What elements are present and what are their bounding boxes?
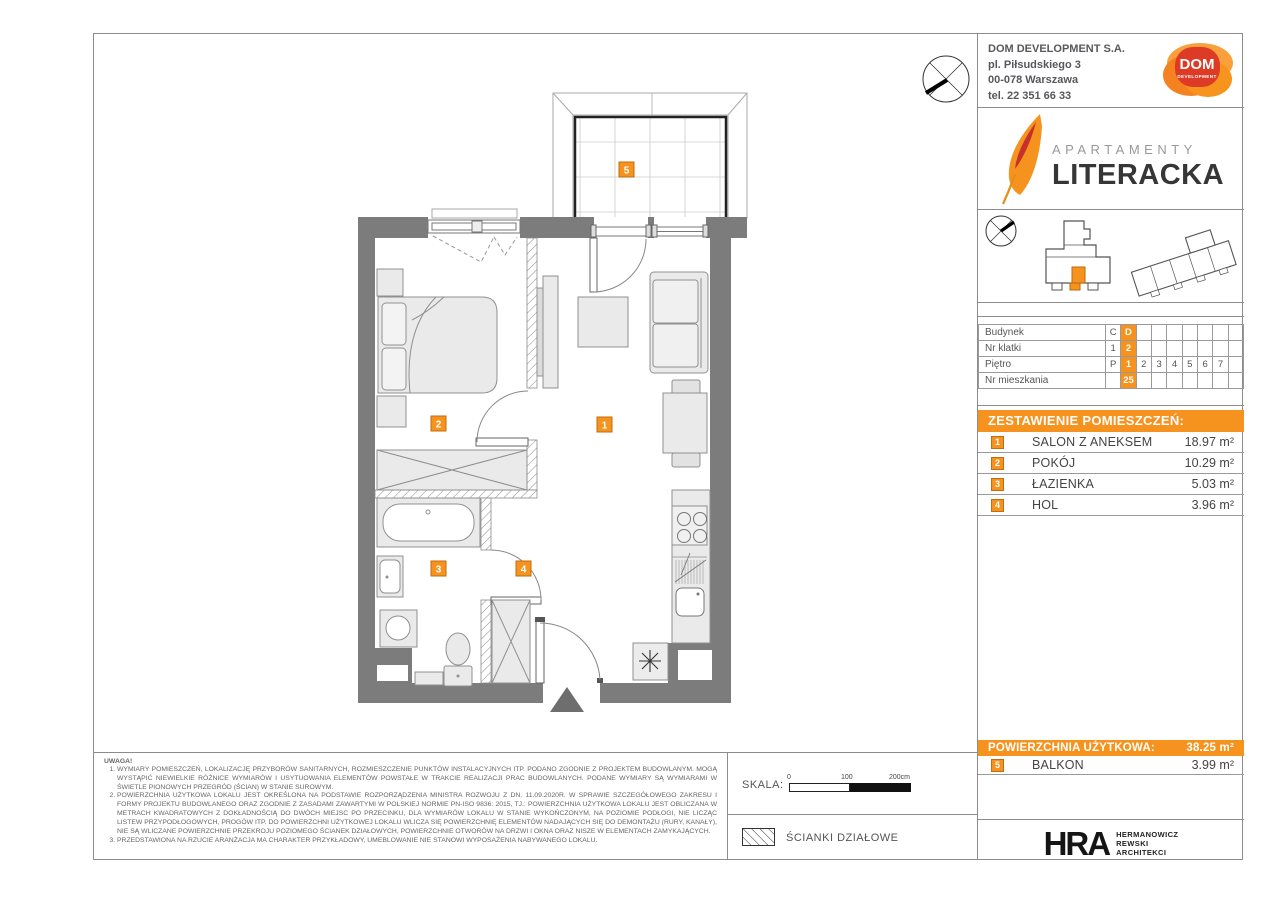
cell: 2 bbox=[1136, 357, 1151, 373]
title-block-panel bbox=[977, 33, 1244, 860]
building-siteplan-icon bbox=[1124, 226, 1242, 300]
room-label-5: 5 bbox=[623, 165, 630, 177]
project-brand bbox=[978, 108, 1244, 210]
entrance-door bbox=[535, 617, 603, 683]
panel-empty-box bbox=[978, 516, 1244, 740]
scale-label: SKALA: bbox=[742, 779, 784, 791]
brand-apartamenty: APARTAMENTY bbox=[1052, 142, 1197, 157]
row-label-pietro: Piętro bbox=[979, 357, 1106, 373]
location-table bbox=[978, 324, 1244, 396]
scale-tick: 200cm bbox=[889, 774, 911, 781]
room-number-badge: 5 bbox=[991, 759, 1004, 772]
cell-highlight: 2 bbox=[1121, 341, 1136, 357]
partition-legend-label: ŚCIANKI DZIAŁOWE bbox=[786, 832, 899, 844]
cell: C bbox=[1106, 325, 1121, 341]
panel-empty-box bbox=[978, 775, 1244, 820]
room-row-pokoj bbox=[978, 453, 1244, 474]
dom-development-logo bbox=[1160, 39, 1236, 101]
cell: P bbox=[1106, 357, 1121, 373]
north-arrow-icon bbox=[923, 56, 969, 102]
scale-row bbox=[728, 753, 977, 815]
row-label-budynek: Budynek bbox=[979, 325, 1106, 341]
dom-logo-subtext: DEVELOPMENT bbox=[1177, 74, 1217, 79]
usable-area-bar bbox=[978, 740, 1244, 756]
cell: 3 bbox=[1151, 357, 1166, 373]
rooms-header: ZESTAWIENIE POMIESZCZEŃ: bbox=[978, 410, 1244, 432]
cell-highlight: D bbox=[1121, 325, 1136, 341]
room-name: BALKON bbox=[1032, 758, 1084, 772]
architect-line: ARCHITEKCI bbox=[1116, 848, 1167, 857]
fridge-niche bbox=[678, 650, 712, 680]
scale-tick: 0 bbox=[787, 774, 791, 781]
room-name: HOL bbox=[1032, 498, 1059, 512]
partition-legend-row bbox=[728, 815, 977, 859]
location-diagrams bbox=[978, 210, 1244, 303]
room-name: SALON Z ANEKSEM bbox=[1032, 435, 1153, 449]
living-furniture bbox=[578, 272, 708, 467]
partition-hatch-icon bbox=[742, 828, 775, 846]
cell-highlight: 1 bbox=[1121, 357, 1136, 373]
room-area: 3.96 m² bbox=[1191, 498, 1234, 512]
developer-header bbox=[978, 33, 1244, 108]
table-row bbox=[979, 373, 1244, 389]
room-name: POKÓJ bbox=[1032, 456, 1076, 470]
notes-title: UWAGA! bbox=[104, 758, 133, 765]
cell: 6 bbox=[1197, 357, 1212, 373]
entrance-arrow-icon bbox=[550, 687, 584, 712]
scale-tick: 100 bbox=[841, 774, 853, 781]
panel-spacer bbox=[978, 303, 1244, 317]
brand-literacka: LITERACKA bbox=[1052, 159, 1225, 191]
room-area: 3.99 m² bbox=[1191, 758, 1234, 772]
room-area: 10.29 m² bbox=[1184, 456, 1234, 470]
developer-phone: tel. 22 351 66 33 bbox=[988, 89, 1072, 102]
room-number-badge: 2 bbox=[991, 457, 1004, 470]
note-item: 3. PRZEDSTAWIONA NA RZUCIE ARANŻACJA MA CHARAKTER PRZYKŁADOWY, UMEBLOWANIE NIE STANOWI WYPOSAŻENIA NABYWANEGO LOKALU. bbox=[117, 837, 717, 846]
living-window bbox=[652, 217, 708, 238]
legend-block bbox=[727, 753, 977, 859]
table-row bbox=[979, 325, 1244, 341]
building-keyplan-icon bbox=[1034, 218, 1116, 298]
scale-bar bbox=[787, 774, 911, 792]
notes-block bbox=[94, 753, 727, 859]
room-row-salon bbox=[978, 432, 1244, 453]
room-row-hol bbox=[978, 495, 1244, 516]
room-number-badge: 1 bbox=[991, 436, 1004, 449]
note-item: 2. POWIERZCHNIA UŻYTKOWA LOKALU JEST OKREŚLONA NA PODSTAWIE ROZPORZĄDZENIA MINISTRA ROZWOJU Z DN. 11.09.2020R. W SPRAWIE SZCZEGÓŁOWEGO ZAKRESU I FORMY PROJEKTU BUDOWLANEGO ORAZ ZGODNIE Z ZASADAMI ZAWARTYMI W POLSKIEJ NORMIE PN-ISO 9836: 2015, TJ.: POWIERZCHNIA UŻYTKOWA LOKALU JEST OBLICZANA W METRACH KWADRATOWYCH Z DOKŁADNOŚCIĄ DO DWÓCH MIEJSC PO PRZECINKU, DLA WYMIARÓW LOKALU W STANIE WYKOŃCZONYM, NA POZIOMIE PODŁOGI, NIE LICZĄC LISTEW PRZYPODŁOGOWYCH, PROGÓW ITP. DO POWIERZCHNI UŻYTKOWEJ LOKALU WLICZA SIĘ POWIERZCHNIĘ ELEMENTÓW NADAJĄCYCH SIĘ DO DEMONTAŻU (RURY, KANAŁY), NIE SĄ WLICZANE POWIERZCHNIE PRZEKROJU POZIOMEGO ŚCIANEK DZIAŁOWYCH, POWIERZCHNIE OTWORÓW NA DRZWI I OKNA ORAZ NISZE W ELEMENTACH ZAMYKAJĄCYCH. bbox=[117, 792, 717, 836]
room-label-3: 3 bbox=[435, 564, 442, 576]
cell: 1 bbox=[1106, 341, 1121, 357]
room-number-badge: 3 bbox=[991, 478, 1004, 491]
architect-line: REWSKI bbox=[1116, 839, 1149, 848]
cell: 5 bbox=[1182, 357, 1197, 373]
table-row bbox=[979, 357, 1244, 373]
tv-cabinet bbox=[537, 276, 558, 388]
wall-niche-left bbox=[377, 665, 408, 681]
boiler-symbol bbox=[639, 650, 661, 672]
north-arrow-small-icon bbox=[984, 214, 1020, 250]
usable-area-label: POWIERZCHNIA UŻYTKOWA: bbox=[988, 742, 1155, 754]
bathroom-door bbox=[491, 550, 541, 604]
bedroom-door bbox=[476, 391, 528, 446]
architect-logo bbox=[978, 820, 1244, 867]
room-area: 18.97 m² bbox=[1184, 435, 1234, 449]
panel-spacer bbox=[978, 396, 1244, 406]
room-name: ŁAZIENKA bbox=[1032, 477, 1095, 491]
room-row-lazienka bbox=[978, 474, 1244, 495]
bedroom-window bbox=[428, 209, 520, 262]
bottom-band bbox=[94, 752, 977, 859]
cell: 7 bbox=[1213, 357, 1228, 373]
architect-abbr: HRA bbox=[1043, 825, 1110, 862]
room-label-1: 1 bbox=[601, 420, 608, 432]
hall-wardrobe bbox=[492, 600, 530, 683]
feather-icon bbox=[998, 112, 1046, 206]
balcony bbox=[553, 93, 747, 218]
cell: 4 bbox=[1167, 357, 1182, 373]
bedroom-furniture bbox=[377, 269, 527, 490]
room-label-2: 2 bbox=[435, 419, 442, 431]
row-label-klatka: Nr klatki bbox=[979, 341, 1106, 357]
developer-name: DOM DEVELOPMENT S.A. bbox=[988, 43, 1125, 55]
developer-address2: 00-078 Warszawa bbox=[988, 74, 1079, 87]
row-label-mieszkanie: Nr mieszkania bbox=[979, 373, 1106, 389]
table-row bbox=[979, 341, 1244, 357]
usable-area-value: 38.25 m² bbox=[1186, 742, 1234, 754]
dom-logo-text: DOM bbox=[1179, 56, 1215, 73]
note-item: 1. WYMIARY POMIESZCZEŃ, LOKALIZACJĘ PRZYBORÓW SANITARNYCH, ROZMIESZCZENIE PUNKTÓW INSTALACYJNYCH ITP. PODANO ZGODNIE Z PROJEKTEM BUDOWLANYM. MOGĄ WYSTĄPIĆ NIEWIELKIE RÓŻNICE WYMIARÓW I USYTUOWANIA ELEMENTÓW POWSTAŁE W TRAKCIE REALIZACJI PRAC BUDOWLANYCH. PODANE WYMIARY SĄ WYMIARAMI W ŚWIETLE PIONOWYCH PRZEGRÓD (ŚCIAN) W STANIE SUROWYM. bbox=[117, 766, 717, 792]
balcony-door bbox=[590, 217, 651, 292]
room-area: 5.03 m² bbox=[1191, 477, 1234, 491]
room-label-4: 4 bbox=[520, 564, 527, 576]
cell-highlight: 25 bbox=[1121, 373, 1136, 389]
architect-line: HERMANOWICZ bbox=[1116, 830, 1179, 839]
room-number-badge: 4 bbox=[991, 499, 1004, 512]
room-row-balkon bbox=[978, 756, 1244, 775]
developer-address1: pl. Piłsudskiego 3 bbox=[988, 58, 1081, 71]
